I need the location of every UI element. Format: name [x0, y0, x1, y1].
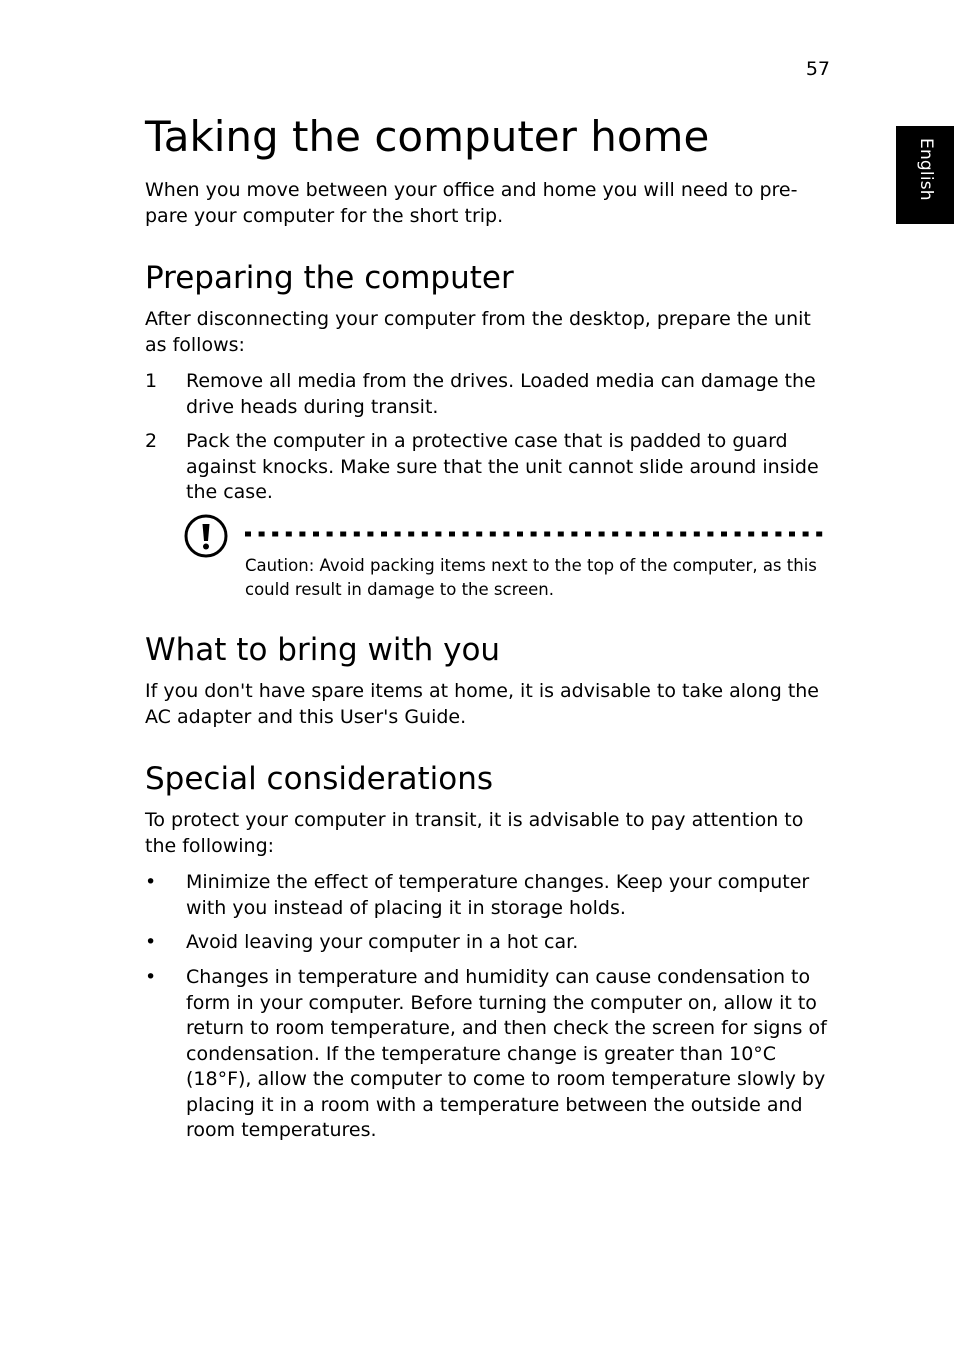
- caution-text: Caution: Avoid packing items next to the top of the computer, as this could result in damage to the screen.: [245, 556, 817, 599]
- exclamation-circle-icon: [183, 512, 231, 560]
- special-intro: To protect your computer in transit, it is advisable to pay attention to the following:: [145, 809, 804, 857]
- language-tab-label: English: [916, 138, 936, 201]
- intro-paragraph: When you move between your office and home you will need to pre-pare your computer for the short trip.: [145, 179, 798, 227]
- bullet-icon: •: [145, 871, 157, 893]
- bullet-text: Avoid leaving your computer in a hot car.: [186, 931, 579, 953]
- step-text: Pack the computer in a protective case that is padded to guard against knocks. Make sure that the unit cannot slide around inside the case.: [186, 430, 819, 503]
- caution-divider: [243, 531, 825, 537]
- section-heading-preparing: Preparing the computer: [145, 260, 514, 296]
- list-item: [145, 369, 835, 420]
- page-number: 57: [805, 58, 830, 80]
- bullet-text: Minimize the effect of temperature changes. Keep your computer with you instead of placing it in storage holds.: [186, 871, 810, 919]
- list-item: [145, 965, 835, 1144]
- list-item: [145, 429, 835, 506]
- preparing-intro: After disconnecting your computer from the desktop, prepare the unit as follows:: [145, 308, 811, 356]
- bring-paragraph: If you don't have spare items at home, it is advisable to take along the AC adapter and this User's Guide.: [145, 680, 819, 728]
- page-title: Taking the computer home: [145, 112, 710, 161]
- section-heading-bring: What to bring with you: [145, 632, 501, 668]
- step-text: Remove all media from the drives. Loaded media can damage the drive heads during transit.: [186, 370, 816, 418]
- step-number: 1: [145, 370, 158, 392]
- bullet-icon: •: [145, 966, 157, 988]
- list-item: [145, 870, 835, 921]
- step-number: 2: [145, 430, 158, 452]
- bullet-text: Changes in temperature and humidity can cause condensation to form in your computer. Before turning the computer on, allow it to return to room temperature, and then check the screen for signs of condensation. If the temperature change is greater than 10°C (18°F), allow the computer to come to room temperature slowly by placing it in a room with a temperature between the outside and room temperatures.: [186, 966, 827, 1141]
- list-item: [145, 930, 835, 956]
- section-heading-special: Special considerations: [145, 761, 493, 797]
- bullet-icon: •: [145, 931, 157, 953]
